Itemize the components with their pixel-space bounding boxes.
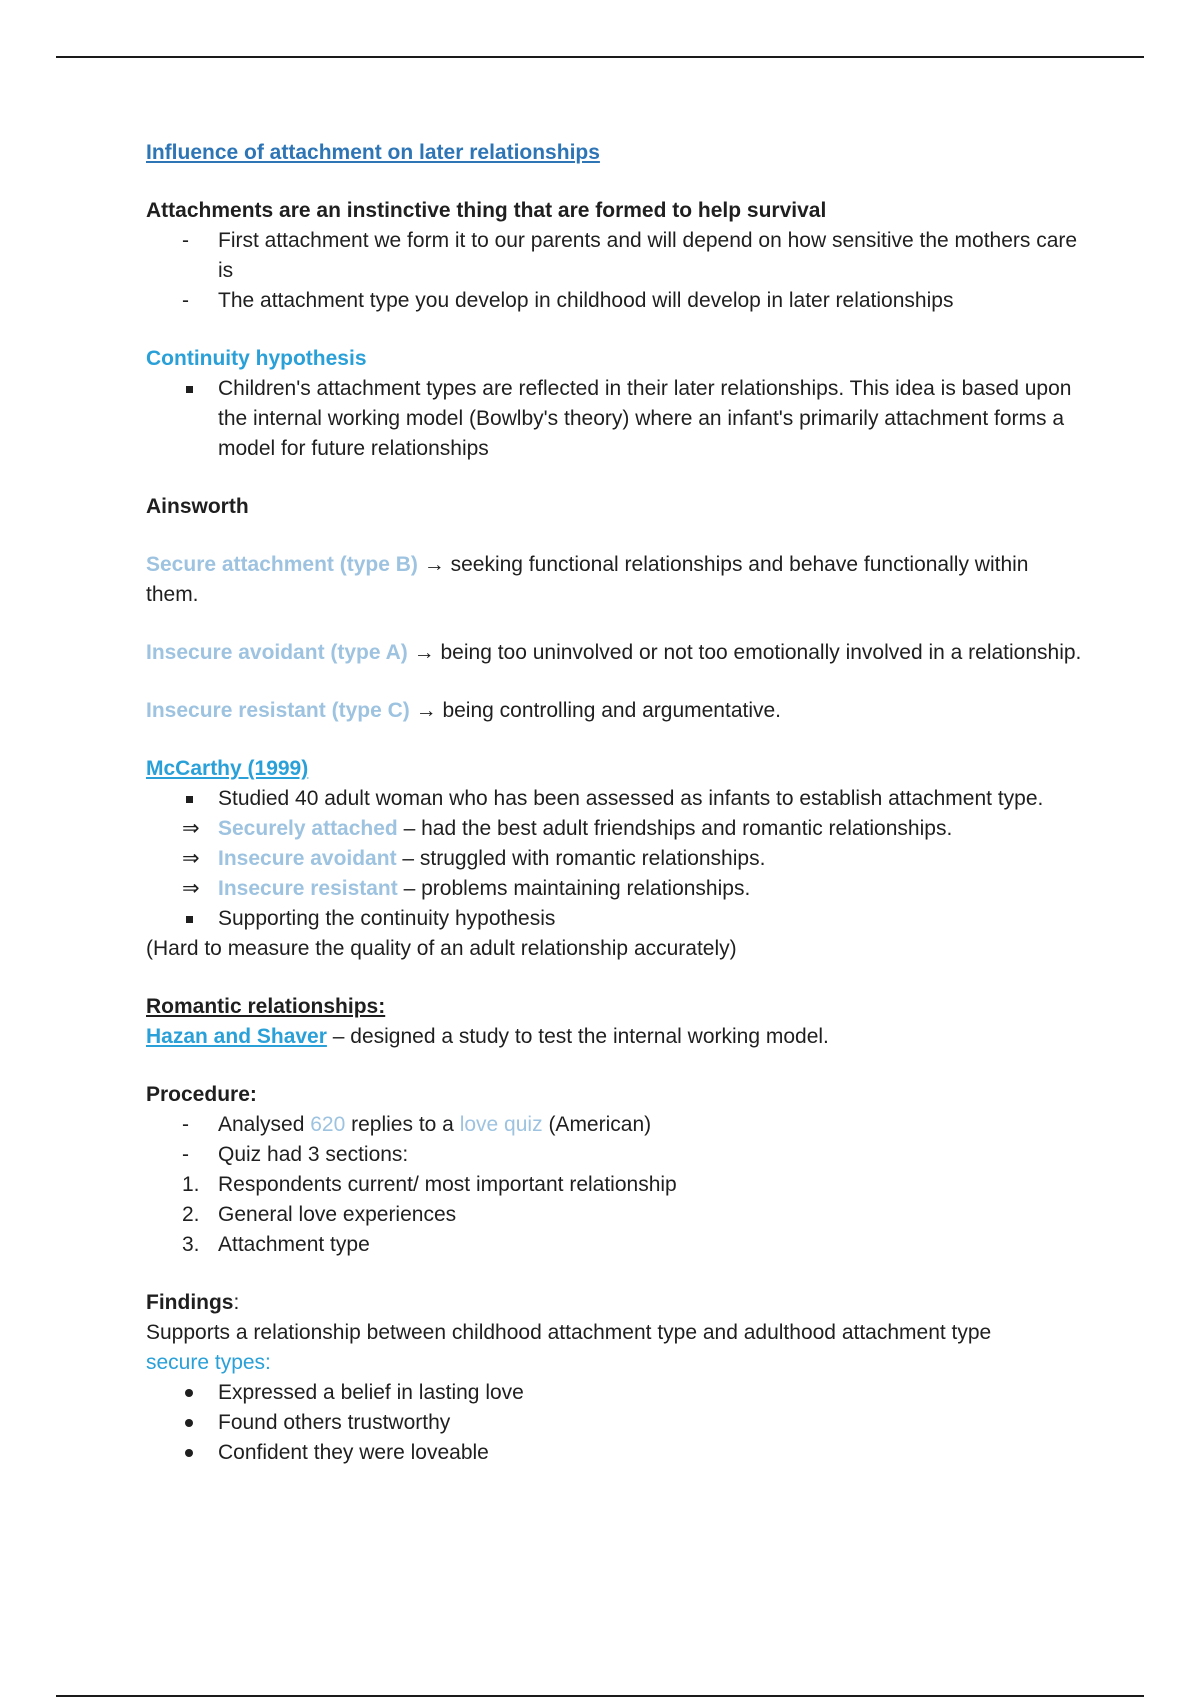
list-item: Confident they were loveable <box>146 1438 1086 1468</box>
procedure-list <box>146 1110 1086 1260</box>
list-item: Children's attachment types are reflected in their later relationships. This idea is based upon the internal working model (Bowlby's theory) where an infant's primarily attachment forms a model for future relationships <box>146 374 1086 464</box>
ainsworth-type-secure: Secure attachment (type B) → seeking functional relationships and behave functionally within them. <box>146 553 1029 606</box>
list-item: Studied 40 adult woman who has been assessed as infants to establish attachment type. <box>146 784 1086 814</box>
list-item: 1. Respondents current/ most important relationship <box>182 1173 677 1196</box>
secure-types-label: secure types: <box>146 1351 271 1374</box>
top-rule <box>56 56 1144 58</box>
document-page <box>146 138 1086 1468</box>
mccarthy-note: (Hard to measure the quality of an adult relationship accurately) <box>146 937 737 960</box>
romantic-study: Hazan and Shaver – designed a study to test the internal working model. <box>146 1025 829 1048</box>
list-item: - Quiz had 3 sections: <box>182 1143 409 1166</box>
intro-heading: Attachments are an instinctive thing that are formed to help survival <box>146 199 827 222</box>
list-item: 2. General love experiences <box>182 1203 457 1226</box>
bottom-rule <box>56 1695 1144 1697</box>
findings-summary: Supports a relationship between childhood attachment type and adulthood attachment type <box>146 1321 992 1344</box>
list-item: Supporting the continuity hypothesis <box>146 904 1086 934</box>
list-item: - First attachment we form it to our parents and will depend on how sensitive the mothers care is <box>182 229 1078 282</box>
continuity-list <box>146 374 1086 464</box>
findings-list <box>146 1378 1086 1468</box>
list-item: ⇒ Securely attached – had the best adult friendships and romantic relationships. <box>182 817 953 840</box>
list-item: Expressed a belief in lasting love <box>146 1378 1086 1408</box>
romantic-heading: Romantic relationships: <box>146 995 386 1018</box>
findings-heading: Findings: <box>146 1291 240 1314</box>
list-item: Found others trustworthy <box>146 1408 1086 1438</box>
mccarthy-list <box>146 784 1086 934</box>
intro-list <box>146 226 1086 316</box>
list-item: ⇒ Insecure avoidant – struggled with romantic relationships. <box>182 847 766 870</box>
list-item: - Analysed 620 replies to a love quiz (American) <box>182 1113 652 1136</box>
list-item: 3. Attachment type <box>182 1233 370 1256</box>
mccarthy-heading: McCarthy (1999) <box>146 757 309 780</box>
ainsworth-type-avoidant: Insecure avoidant (type A) → being too uninvolved or not too emotionally involved in a relationship. <box>146 641 1082 664</box>
continuity-heading: Continuity hypothesis <box>146 347 367 370</box>
list-item: ⇒ Insecure resistant – problems maintaining relationships. <box>182 877 751 900</box>
page-title: Influence of attachment on later relationships <box>146 141 600 164</box>
ainsworth-heading: Ainsworth <box>146 495 249 518</box>
ainsworth-type-resistant: Insecure resistant (type C) → being controlling and argumentative. <box>146 699 782 722</box>
list-item: - The attachment type you develop in childhood will develop in later relationships <box>182 289 954 312</box>
procedure-heading: Procedure: <box>146 1083 257 1106</box>
